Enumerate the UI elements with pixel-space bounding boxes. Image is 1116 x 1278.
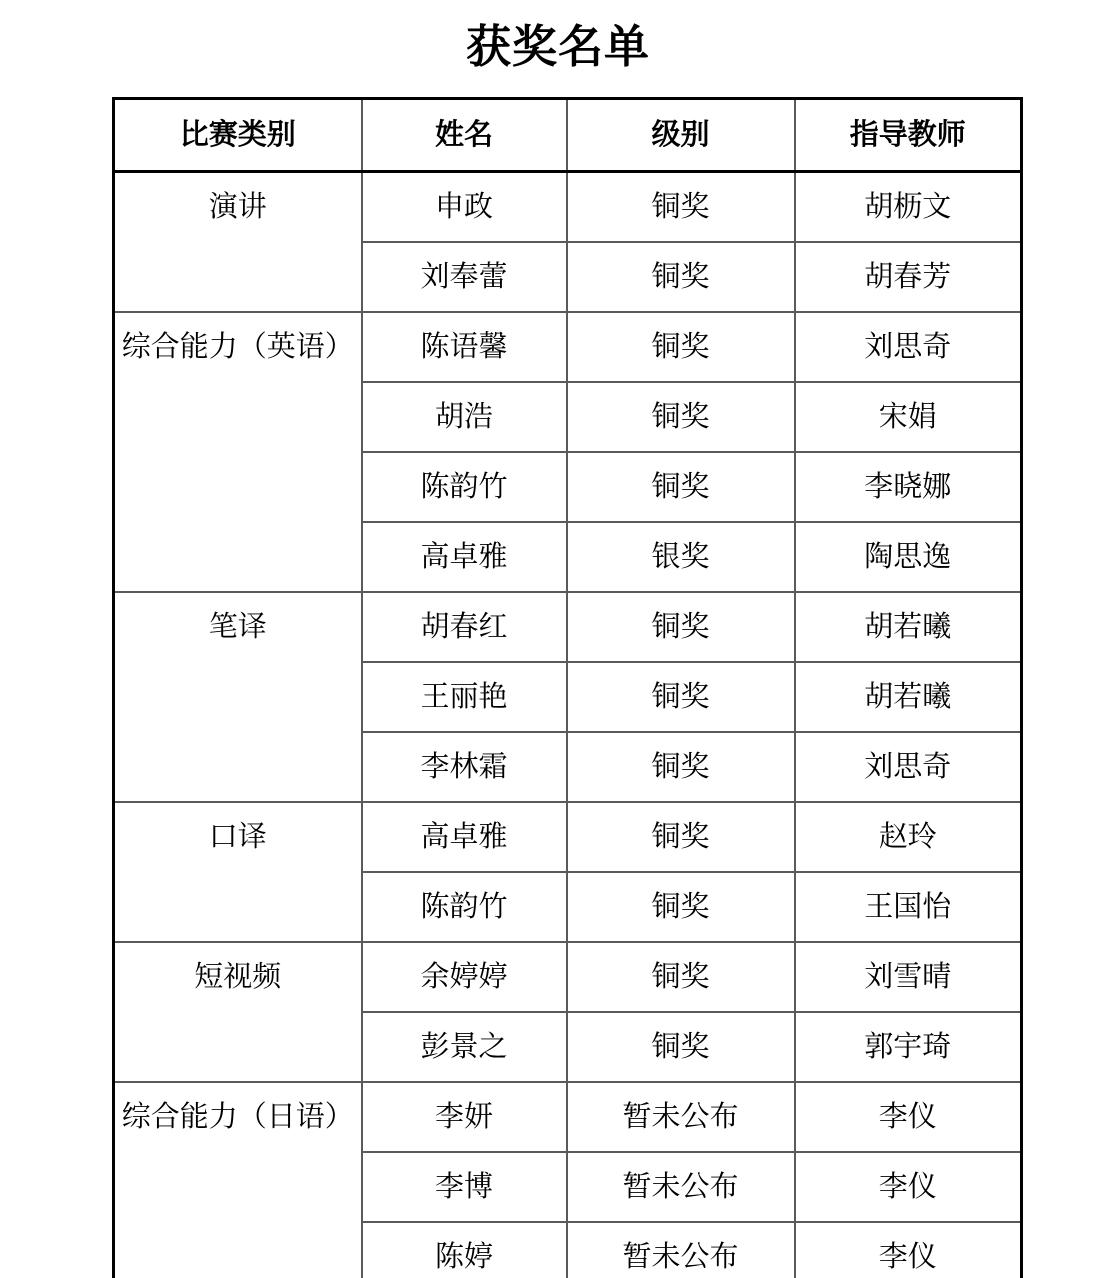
name-cell: 李林霜	[362, 732, 567, 802]
name-cell: 王丽艳	[362, 662, 567, 732]
level-cell: 铜奖	[567, 662, 795, 732]
teacher-cell: 刘思奇	[795, 732, 1022, 802]
category-cell: 短视频	[114, 942, 362, 1082]
name-cell: 余婷婷	[362, 942, 567, 1012]
level-cell: 铜奖	[567, 732, 795, 802]
level-cell: 铜奖	[567, 592, 795, 662]
teacher-cell: 宋娟	[795, 382, 1022, 452]
teacher-cell: 刘思奇	[795, 312, 1022, 382]
name-cell: 李妍	[362, 1082, 567, 1152]
name-cell: 彭景之	[362, 1012, 567, 1082]
header-teacher: 指导教师	[795, 99, 1022, 172]
name-cell: 陈语馨	[362, 312, 567, 382]
table-row	[114, 312, 1022, 382]
name-cell: 胡浩	[362, 382, 567, 452]
category-cell: 口译	[114, 802, 362, 942]
level-cell: 铜奖	[567, 1012, 795, 1082]
level-cell: 暂未公布	[567, 1082, 795, 1152]
name-cell: 陈婷	[362, 1222, 567, 1278]
category-cell: 演讲	[114, 172, 362, 313]
header-name: 姓名	[362, 99, 567, 172]
level-cell: 铜奖	[567, 242, 795, 312]
category-cell: 综合能力（日语）	[114, 1082, 362, 1278]
table-row	[114, 592, 1022, 662]
name-cell: 李博	[362, 1152, 567, 1222]
level-cell: 铜奖	[567, 382, 795, 452]
name-cell: 高卓雅	[362, 802, 567, 872]
name-cell: 陈韵竹	[362, 872, 567, 942]
name-cell: 陈韵竹	[362, 452, 567, 522]
teacher-cell: 郭宇琦	[795, 1012, 1022, 1082]
table-row	[114, 802, 1022, 872]
teacher-cell: 刘雪晴	[795, 942, 1022, 1012]
header-category: 比赛类别	[114, 99, 362, 172]
level-cell: 银奖	[567, 522, 795, 592]
teacher-cell: 胡若曦	[795, 592, 1022, 662]
name-cell: 申政	[362, 172, 567, 243]
level-cell: 铜奖	[567, 872, 795, 942]
level-cell: 铜奖	[567, 942, 795, 1012]
table-row	[114, 1082, 1022, 1152]
teacher-cell: 王国怡	[795, 872, 1022, 942]
teacher-cell: 赵玲	[795, 802, 1022, 872]
table-row	[114, 172, 1022, 243]
name-cell: 刘奉蕾	[362, 242, 567, 312]
category-cell: 笔译	[114, 592, 362, 802]
level-cell: 铜奖	[567, 802, 795, 872]
name-cell: 高卓雅	[362, 522, 567, 592]
teacher-cell: 李晓娜	[795, 452, 1022, 522]
page-title: 获奖名单	[465, 21, 650, 72]
teacher-cell: 胡枥文	[795, 172, 1022, 243]
teacher-cell: 李仪	[795, 1152, 1022, 1222]
name-cell: 胡春红	[362, 592, 567, 662]
header-level: 级别	[567, 99, 795, 172]
teacher-cell: 胡若曦	[795, 662, 1022, 732]
teacher-cell: 陶思逸	[795, 522, 1022, 592]
table-header-row	[114, 99, 1022, 172]
level-cell: 暂未公布	[567, 1152, 795, 1222]
level-cell: 铜奖	[567, 312, 795, 382]
table-row	[114, 942, 1022, 1012]
teacher-cell: 胡春芳	[795, 242, 1022, 312]
level-cell: 暂未公布	[567, 1222, 795, 1278]
level-cell: 铜奖	[567, 452, 795, 522]
teacher-cell: 李仪	[795, 1222, 1022, 1278]
teacher-cell: 李仪	[795, 1082, 1022, 1152]
award-table	[112, 97, 1023, 1278]
level-cell: 铜奖	[567, 172, 795, 243]
category-cell: 综合能力（英语）	[114, 312, 362, 592]
